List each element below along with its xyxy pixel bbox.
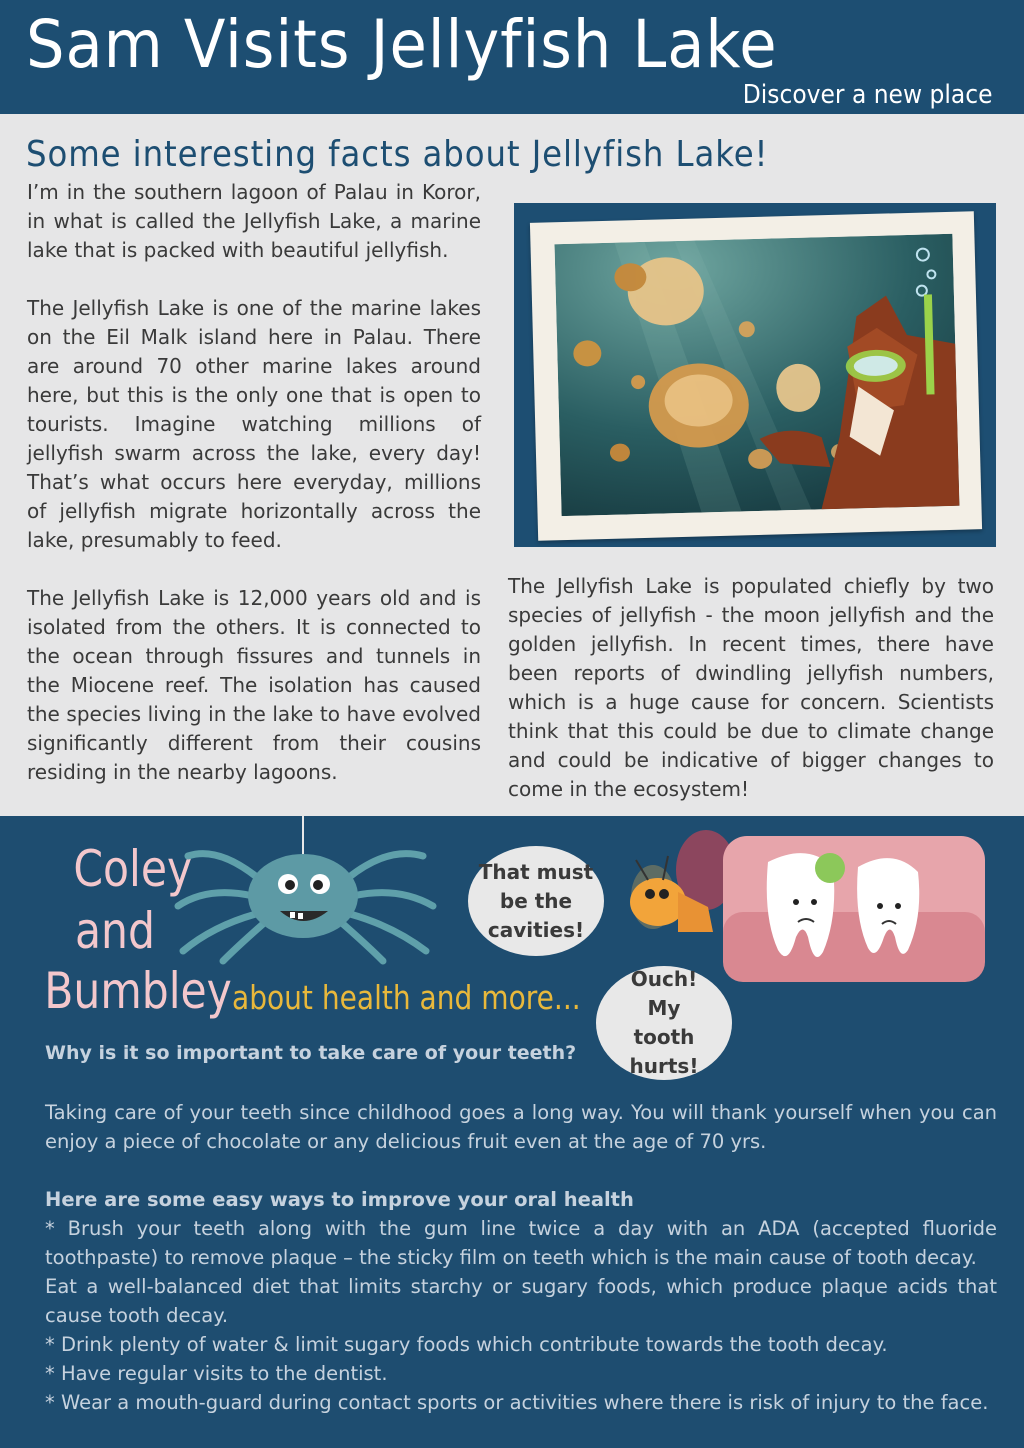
article-paragraph: The Jellyfish Lake is populated chiefly by two species of jellyfish - the moon jellyfish and the golden jellyfish. In recent times, there have been reports of dwindling jellyfish numbers, which is a huge cause for concern. Scientists think that this could be due to climate change and could be indicative of bigger changes to come in the ecosystem! (508, 574, 994, 801)
tip-item: * Brush your teeth along with the gum line twice a day with an ADA (accepted fluoride toothpaste) to remove plaque – the sticky film on teeth which is the main cause of tooth decay. (45, 1217, 997, 1269)
tips-heading: Here are some easy ways to improve your oral health (45, 1188, 634, 1211)
health-section (0, 816, 1024, 1448)
tip-item: * Drink plenty of water & limit sugary foods which contribute towards the tooth decay. (45, 1333, 888, 1356)
spider-icon (168, 816, 458, 966)
jellyfish-photo-frame (514, 203, 996, 547)
article-section (0, 114, 1024, 816)
health-intro: Taking care of your teeth since childhood goes a long way. You will thank yourself when you can enjoy a piece of chocolate or any delicious fruit even at the age of 70 yrs. (45, 1101, 997, 1153)
brand-line-bumbley: Bumbley (44, 962, 232, 1020)
bee-icon (630, 878, 686, 926)
health-question: Why is it so important to take care of your teeth? (45, 1042, 577, 1064)
bee-teeth-illustration (618, 822, 988, 982)
speech-bubble-text: That must be the cavities! (478, 859, 594, 942)
tagline: Discover a new place (742, 80, 992, 110)
article-heading: Some interesting facts about Jellyfish Lake! (26, 134, 769, 175)
tip-item: * Have regular visits to the dentist. (45, 1362, 388, 1385)
article-right-column (508, 572, 994, 804)
health-body (45, 1098, 997, 1417)
speech-bubble-spider (468, 846, 604, 956)
article-paragraph: I’m in the southern lagoon of Palau in Koror, in what is called the Jellyfish Lake, a marine lake that is packed with beautiful jellyfish. (27, 180, 481, 262)
article-paragraph: The Jellyfish Lake is one of the marine lakes on the Eil Malk island here in Palau. There are around 70 other marine lakes around here, but this is the only one that is open to tourists. Imagine watching millions of jellyfish swarm across the lake, every day! That’s what occurs here everyday, millions of jellyfish migrate horizontally across the lake, presumably to feed. (27, 296, 481, 552)
article-paragraph: The Jellyfish Lake is 12,000 years old and is isolated from the others. It is connected to the ocean through fissures and tunnels in the Miocene reef. The isolation has caused the species living in the lake to have evolved significantly different from their cousins residing in the nearby lagoons. (27, 586, 481, 784)
section-subtitle: about health and more... (232, 978, 581, 1017)
speech-bubble-text: Ouch! My tooth hurts! (629, 967, 699, 1078)
brand-line-coley: Coley (73, 840, 193, 898)
article-left-column (27, 178, 481, 816)
tip-item: Eat a well-balanced diet that limits starchy or sugary foods, which produce plaque acids that cause tooth decay. (45, 1275, 997, 1327)
jellyfish-illustration (554, 234, 959, 516)
page-title: Sam Visits Jellyfish Lake (26, 6, 778, 83)
header-banner (0, 0, 1024, 114)
tip-item: * Wear a mouth-guard during contact sports or activities where there is risk of injury to the face. (45, 1391, 989, 1414)
speech-bubble-bee (596, 966, 732, 1080)
germ-icon (815, 853, 845, 883)
polaroid (530, 211, 982, 541)
brand-line-and: and (75, 902, 155, 960)
